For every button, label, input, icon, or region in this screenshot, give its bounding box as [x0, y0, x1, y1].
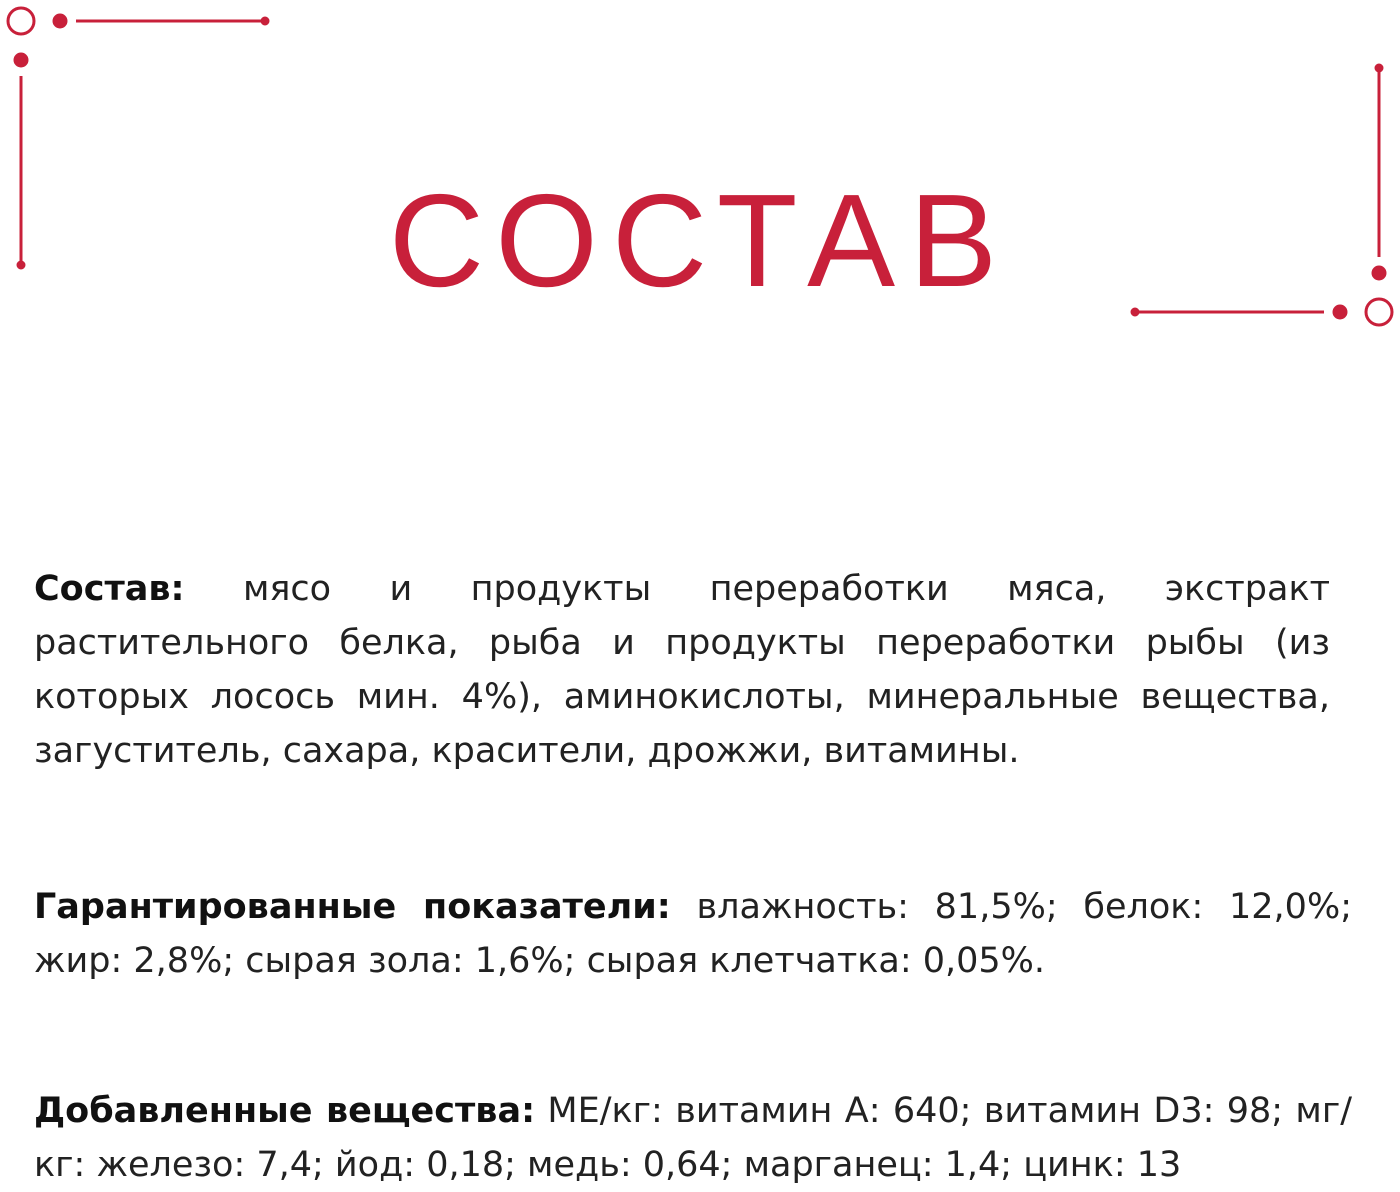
- additives-text: МЕ/кг: витамин А: 640; витамин D3: 98; мг/кг: железо: 7,4; йод: 0,18; медь: 0,64; марганец: 1,4; цинк: 13: [34, 1091, 1353, 1185]
- additives-paragraph: [34, 1084, 1352, 1192]
- composition-paragraph: [34, 562, 1330, 778]
- additives-label: Добавленные вещества:: [34, 1091, 536, 1131]
- page-title: СОСТАВ: [388, 167, 1012, 315]
- composition-label: Состав:: [34, 569, 185, 609]
- composition-text: мясо и продукты переработки мяса, экстракт растительного белка, рыба и продукты переработки рыбы (из которых лосось мин. 4%), аминокислоты, минеральные вещества, загуститель, сахара, красители, дрожжи, витамины.: [34, 569, 1330, 771]
- guaranteed-values-label: Гарантированные показатели:: [34, 887, 671, 927]
- guaranteed-values-paragraph: [34, 880, 1352, 988]
- guaranteed-values-text: влажность: 81,5%; белок: 12,0%; жир: 2,8%; сырая зола: 1,6%; сырая клетчатка: 0,05%.: [34, 887, 1352, 981]
